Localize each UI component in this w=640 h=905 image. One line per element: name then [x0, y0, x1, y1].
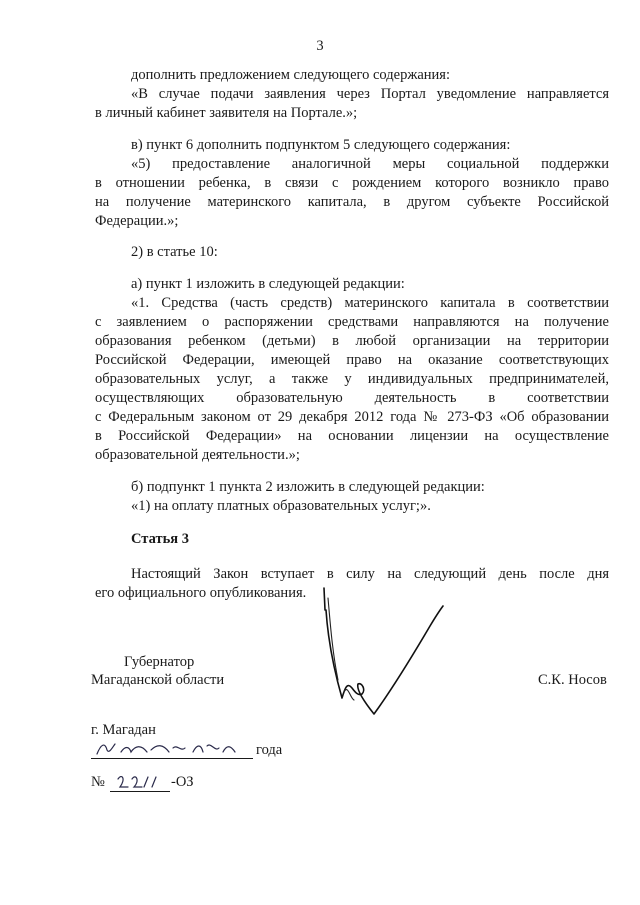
body-line: в Российской Федерации» на основании лицензии на осуществление: [95, 428, 609, 444]
body-line: Российской Федерации, имеющей право на оказание соответствующих: [95, 352, 609, 368]
page-number: 3: [316, 38, 324, 54]
body-line: «1) на оплату платных образовательных услуг;».: [131, 498, 431, 514]
city-label: г. Магадан: [91, 722, 156, 738]
body-line: с заявлением о распоряжении средствами направляются на получение: [95, 314, 609, 330]
body-line: а) пункт 1 изложить в следующей редакции:: [131, 276, 405, 292]
body-line: б) подпункт 1 пункта 2 изложить в следующей редакции:: [131, 479, 485, 495]
number-handwritten: [110, 771, 170, 792]
signatory-title-line2: Магаданской области: [91, 672, 225, 688]
body-line: дополнить предложением следующего содержания:: [131, 67, 450, 83]
signatory-title-line1: Губернатор: [124, 654, 195, 670]
body-line: в) пункт 6 дополнить подпунктом 5 следующего содержания:: [131, 137, 511, 153]
body-line: Настоящий Закон вступает в силу на следующий день после дня: [131, 566, 609, 582]
body-line: «5) предоставление аналогичной меры социальной поддержки: [131, 156, 609, 172]
body-line: образовательной деятельности.»;: [95, 447, 300, 463]
body-line: с Федеральным законом от 29 декабря 2012 года № 273-ФЗ «Об образовании: [95, 409, 609, 425]
date-suffix: года: [256, 742, 283, 758]
body-line: 2) в статье 10:: [131, 244, 218, 260]
body-line: «В случае подачи заявления через Портал уведомление направляется: [131, 86, 609, 102]
body-line: образования ребенком (детьми) в любой организации на территории: [95, 333, 609, 349]
number-prefix: №: [91, 774, 105, 790]
body-line: осуществляющих образовательную деятельность в соответствии: [95, 390, 609, 406]
body-line: в личный кабинет заявителя на Портале.»;: [95, 105, 358, 121]
body-line: на получение материнского капитала, в другом субъекте Российской: [95, 194, 609, 210]
handwritten-signature: [300, 580, 460, 730]
date-handwritten: [91, 738, 253, 759]
body-line: в отношении ребенка, в связи с рождением которого возникло право: [95, 175, 609, 191]
body-line: его официального опубликования.: [95, 585, 307, 601]
body-line: образовательных услуг, а также у индивидуальных предпринимателей,: [95, 371, 609, 387]
number-suffix: -ОЗ: [171, 774, 194, 790]
signatory-name: С.К. Носов: [538, 672, 607, 688]
article-heading: Статья 3: [131, 531, 189, 547]
body-line: «1. Средства (часть средств) материнского капитала в соответствии: [131, 295, 609, 311]
body-line: Федерации.»;: [95, 213, 179, 229]
